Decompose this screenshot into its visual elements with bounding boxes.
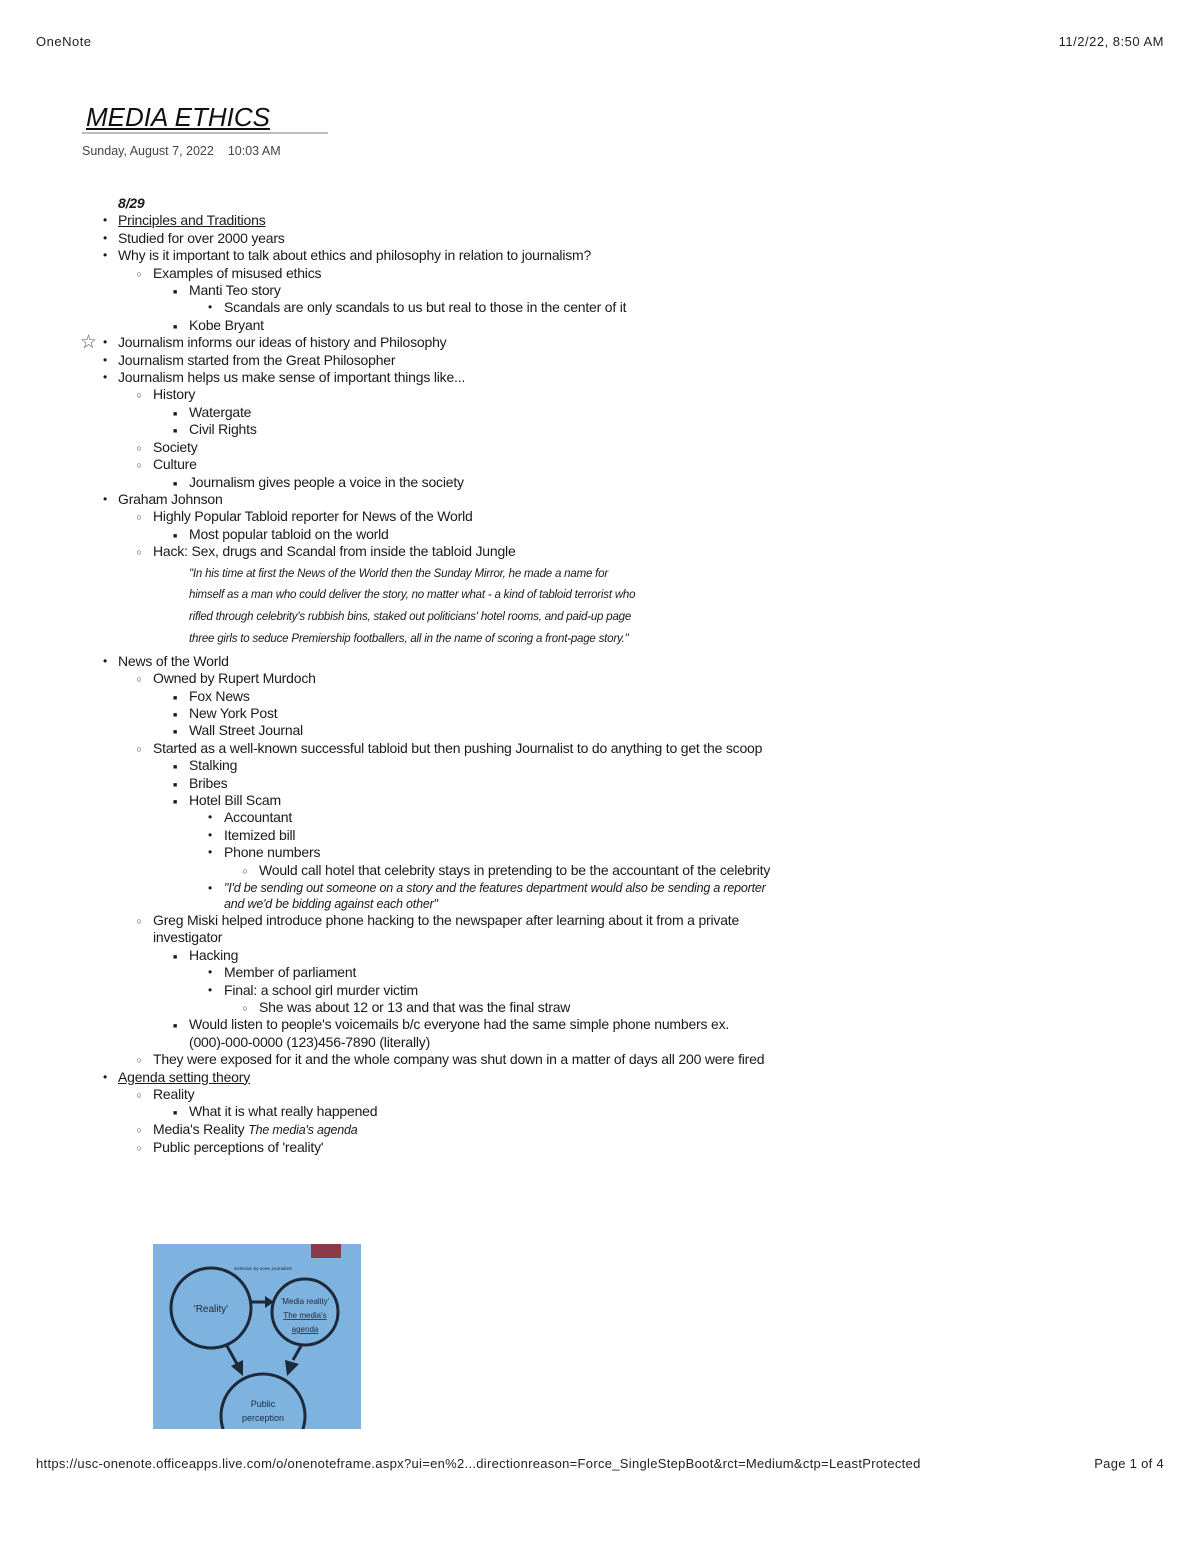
list-item: • Agenda setting theory <box>0 1069 1200 1086</box>
list-item: ■ Wall Street Journal <box>0 722 1200 739</box>
bullet-icon: ■ <box>172 428 178 436</box>
bullet-icon: ■ <box>172 1110 178 1118</box>
bullet-icon: • <box>207 965 212 980</box>
bullet-icon: ○ <box>136 460 142 471</box>
list-item: • "I'd be sending out someone on a story and the features department would also be sending a reporter and we'd be bidding against each other" <box>0 880 1200 912</box>
bullet-icon: • <box>102 230 107 245</box>
bullet-icon: • <box>102 248 107 263</box>
footer-url: https://usc-onenote.officeapps.live.com/o/onenoteframe.aspx?ui=en%2...directionreason=Force_SingleStepBoot&rct=Medium&ctp=LeastProtected <box>36 1456 921 1471</box>
list-item: • Journalism helps us make sense of important things like... <box>0 369 1200 386</box>
note-body <box>0 195 1200 1157</box>
list-item: • Graham Johnson <box>0 491 1200 508</box>
print-datetime: 11/2/22, 8:50 AM <box>1058 34 1164 49</box>
list-item: ■ Most popular tabloid on the world <box>0 526 1200 543</box>
bullet-icon: • <box>207 810 212 825</box>
bullet-icon: ■ <box>172 694 178 702</box>
list-item: ○ She was about 12 or 13 and that was the final straw <box>0 999 1200 1016</box>
list-item: • Why is it important to talk about ethics and philosophy in relation to journalism? <box>0 247 1200 264</box>
bullet-icon: ○ <box>136 390 142 401</box>
perception-label: perception <box>241 1413 285 1423</box>
bullet-icon: ○ <box>136 442 142 453</box>
bullet-icon: ○ <box>136 512 142 523</box>
bullet-icon: • <box>207 827 212 842</box>
note-date-label: 8/29 <box>118 195 145 211</box>
bullet-icon: ○ <box>136 743 142 754</box>
list-item: • News of the World <box>0 653 1200 670</box>
bullet-icon: • <box>207 881 212 895</box>
list-item: ■ What it is what really happened <box>0 1103 1200 1120</box>
list-item: • Phone numbers <box>0 844 1200 861</box>
bullet-icon: ○ <box>136 1143 142 1154</box>
bullet-icon: ○ <box>242 865 248 876</box>
list-item: ○ Examples of misused ethics <box>0 265 1200 282</box>
tabloid-quote: "In his time at first the News of the World then the Sunday Mirror, he made a name for himself as a man who could deliver the story, no matter what - a kind of tabloid terrorist who rifled through celebrity's rubbish bins, staked out politicians' hotel rooms, and paid-up page three girls to seduce Premiership footballers, all in the name of scoring a front-page story." <box>189 567 636 645</box>
media-reality-label: 'Media reality' <box>280 1297 330 1306</box>
bullet-icon: ○ <box>136 1055 142 1066</box>
diagram-top-label: Selection by news journalists <box>234 1266 292 1271</box>
bullet-icon: ■ <box>172 953 178 961</box>
media-agenda-label-2: agenda <box>291 1325 319 1334</box>
list-item: ○ Would call hotel that celebrity stays in pretending to be the accountant of the celebrity <box>0 862 1200 879</box>
bullet-icon: ■ <box>172 410 178 418</box>
list-item: ■ Stalking <box>0 757 1200 774</box>
bullet-icon: ■ <box>172 781 178 789</box>
bullet-icon: ■ <box>172 323 178 331</box>
list-item: ■ Manti Teo story <box>0 282 1200 299</box>
list-item: ○ Culture <box>0 456 1200 473</box>
bullet-icon: • <box>102 491 107 506</box>
list-item: ○ Public perceptions of 'reality' <box>0 1139 1200 1156</box>
list-item: ○ History <box>0 386 1200 403</box>
footer-page-number: Page 1 of 4 <box>1094 1456 1164 1471</box>
list-item: • Itemized bill <box>0 827 1200 844</box>
bullet-icon: ■ <box>172 1023 178 1031</box>
bullet-icon: • <box>207 845 212 860</box>
list-item: ○ Reality <box>0 1086 1200 1103</box>
star-icon[interactable]: ☆ <box>80 332 98 353</box>
bullet-icon: ○ <box>136 1090 142 1101</box>
list-item: • Studied for over 2000 years <box>0 230 1200 247</box>
list-item: ○ Media's Reality The media's agenda <box>0 1121 1200 1139</box>
bullet-icon: ○ <box>136 268 142 279</box>
page-date-text: Sunday, August 7, 2022 <box>82 144 214 158</box>
bullet-icon: • <box>102 653 107 668</box>
list-item: ○ Hack: Sex, drugs and Scandal from inside the tabloid Jungle <box>0 543 1200 560</box>
bullet-icon: ○ <box>242 1003 248 1014</box>
bullet-icon: ○ <box>136 547 142 558</box>
bullet-icon: ■ <box>172 764 178 772</box>
list-item: ○ Started as a well-known successful tabloid but then pushing Journalist to do anything to get the scoop <box>0 740 1200 757</box>
list-item: ■ Bribes <box>0 775 1200 792</box>
reality-label: 'Reality' <box>193 1304 229 1315</box>
list-item: • Accountant <box>0 809 1200 826</box>
bullet-icon: ■ <box>172 532 178 540</box>
bullet-icon: ■ <box>172 480 178 488</box>
list-item: ○ Owned by Rupert Murdoch <box>0 670 1200 687</box>
agenda-diagram-photo <box>153 1244 361 1429</box>
list-item: ○ Highly Popular Tabloid reporter for News of the World <box>0 508 1200 525</box>
app-name: OneNote <box>36 34 92 49</box>
media-agenda-label-1: The media's <box>283 1311 327 1320</box>
page-time-text: 10:03 AM <box>227 144 281 158</box>
list-item: ■ Hotel Bill Scam <box>0 792 1200 809</box>
list-item: • Journalism started from the Great Philosopher <box>0 352 1200 369</box>
bullet-icon: • <box>102 335 107 350</box>
list-item: • Principles and Traditions <box>0 212 1200 229</box>
list-item: ■ Journalism gives people a voice in the society <box>0 474 1200 491</box>
list-item: ■ Fox News <box>0 688 1200 705</box>
page-date <box>82 144 281 158</box>
list-item: ■ Hacking <box>0 947 1200 964</box>
bullet-icon: ○ <box>136 674 142 685</box>
list-item: ■ Would listen to people's voicemails b/c everyone had the same simple phone numbers ex. (000)-000-0000 (123)456-7890 (literally) <box>0 1016 1200 1051</box>
list-item: • Scandals are only scandals to us but real to those in the center of it <box>0 299 1200 316</box>
list-item: ■ New York Post <box>0 705 1200 722</box>
list-item: • Member of parliament <box>0 964 1200 981</box>
list-item: ○ Society <box>0 439 1200 456</box>
title-underline <box>82 132 328 134</box>
list-item: ○ Greg Miski helped introduce phone hacking to the newspaper after learning about it from a private investigator <box>0 912 1200 947</box>
bullet-icon: • <box>102 1069 107 1084</box>
bullet-icon: ■ <box>172 729 178 737</box>
list-item: ■ Kobe Bryant <box>0 317 1200 334</box>
bullet-icon: ■ <box>172 289 178 297</box>
bullet-icon: • <box>102 370 107 385</box>
page-title: MEDIA ETHICS <box>86 102 270 132</box>
bullet-icon: • <box>102 352 107 367</box>
bullet-icon: • <box>102 213 107 228</box>
bullet-icon: • <box>207 982 212 997</box>
bullet-icon: ○ <box>136 1124 142 1135</box>
diagram-tab <box>311 1244 341 1258</box>
list-item: ■ Watergate <box>0 404 1200 421</box>
list-item: • Final: a school girl murder victim <box>0 982 1200 999</box>
list-item: ■ Civil Rights <box>0 421 1200 438</box>
bullet-icon: ○ <box>136 916 142 926</box>
list-item: ○ They were exposed for it and the whole company was shut down in a matter of days all 200 were fired <box>0 1051 1200 1068</box>
bullet-icon: ■ <box>172 711 178 719</box>
bullet-icon: • <box>207 300 212 315</box>
public-label: Public <box>250 1399 276 1409</box>
bullet-icon: ■ <box>172 798 178 806</box>
list-item-starred: • Journalism informs our ideas of history and Philosophy <box>0 334 1200 351</box>
